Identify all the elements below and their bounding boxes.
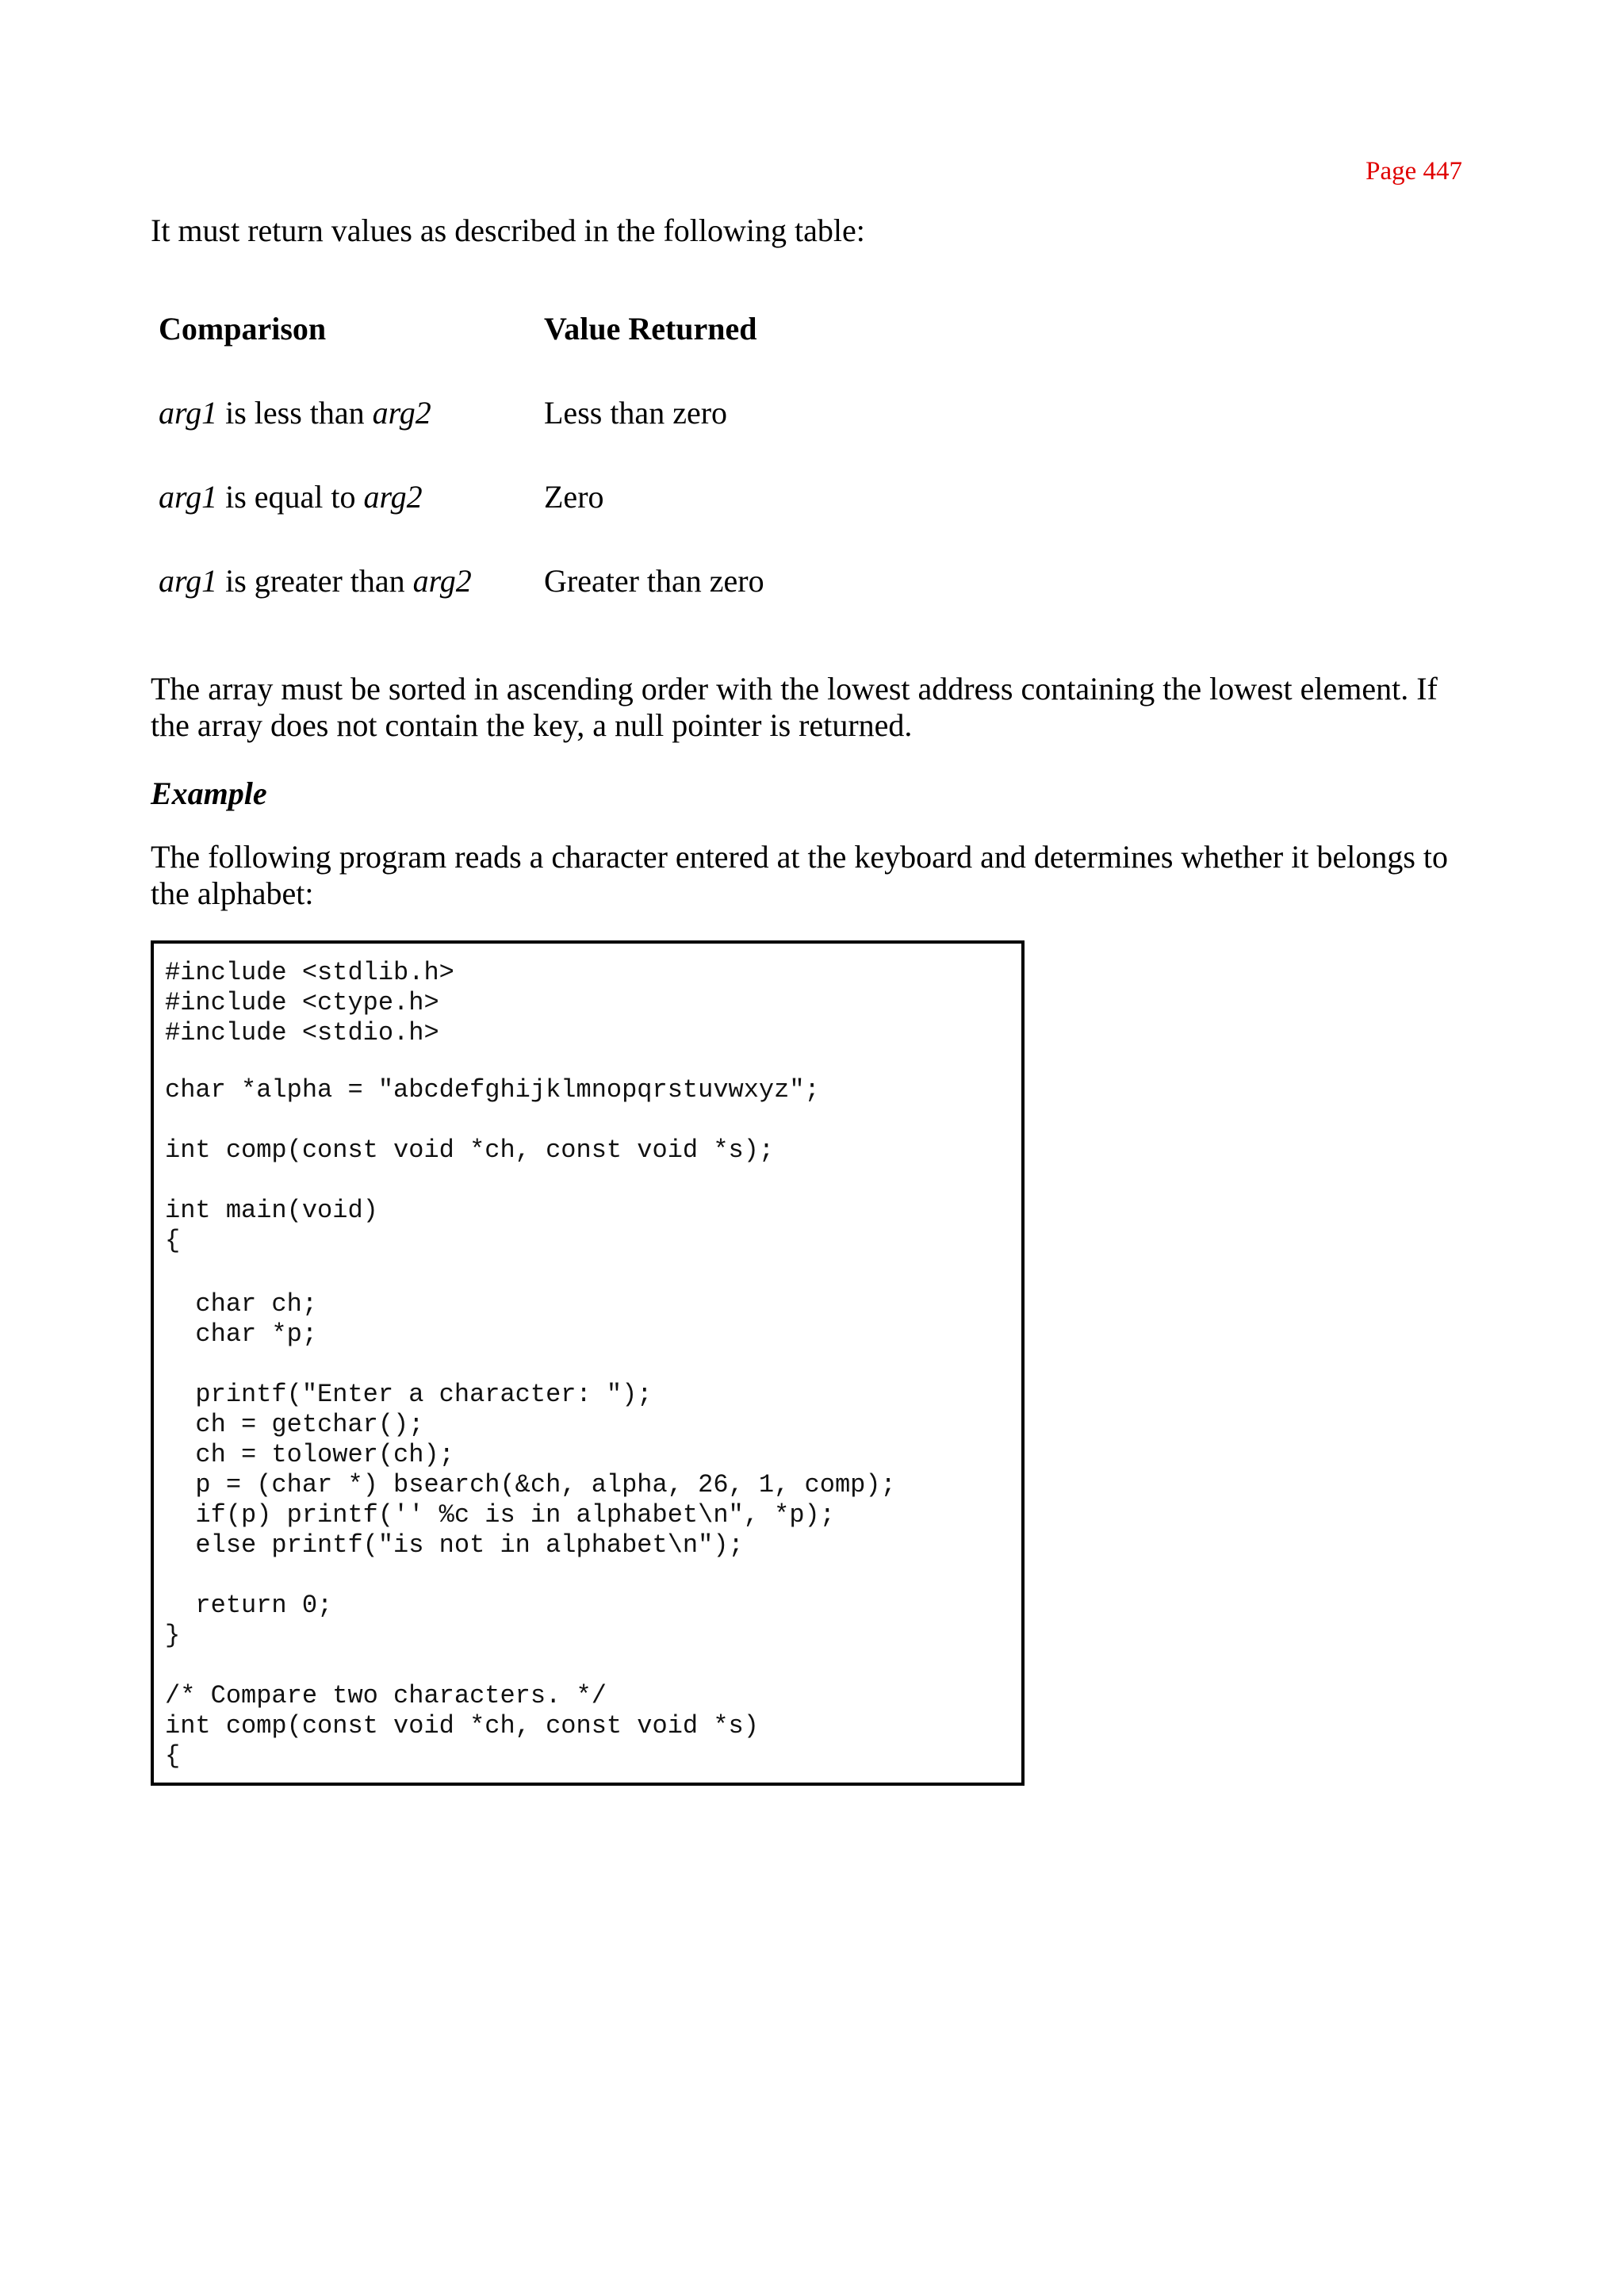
code-line: { — [165, 1226, 181, 1255]
code-line: char ch; — [165, 1289, 318, 1319]
value-cell: Zero — [544, 479, 604, 515]
arg1-term: arg1 — [159, 563, 218, 599]
page-number: Page 447 — [1365, 157, 1462, 186]
code-line: char *p; — [165, 1319, 318, 1349]
code-line: #include <stdlib.h> — [165, 958, 454, 987]
code-line: char *alpha = "abcdefghijklmnopqrstuvwxyz"; — [165, 1075, 820, 1105]
relation-text: is equal to — [217, 479, 364, 515]
relation-text: is greater than — [217, 563, 413, 599]
code-line: } — [165, 1621, 181, 1650]
comparison-cell — [159, 563, 472, 599]
table-row — [159, 563, 952, 603]
value-cell: Greater than zero — [544, 563, 764, 599]
example-heading: Example — [151, 776, 267, 811]
arg2-term: arg2 — [412, 563, 472, 599]
code-line: return 0; — [165, 1591, 333, 1620]
program-description-paragraph: The following program reads a character entered at the keyboard and determines whether it belongs to the alphabet: — [151, 839, 1449, 911]
code-line: ch = tolower(ch); — [165, 1440, 454, 1469]
code-line: #include <ctype.h> — [165, 988, 439, 1017]
code-line: printf("Enter a character: "); — [165, 1380, 653, 1409]
code-line: int comp(const void *ch, const void *s); — [165, 1136, 775, 1165]
code-line: ch = getchar(); — [165, 1410, 424, 1439]
table-row — [159, 479, 952, 519]
header-value-returned: Value Returned — [544, 311, 757, 347]
relation-text: is less than — [217, 395, 373, 431]
intro-paragraph: It must return values as described in the following table: — [151, 213, 865, 248]
comparison-cell — [159, 479, 423, 515]
arg1-term: arg1 — [159, 395, 218, 431]
code-line: int comp(const void *ch, const void *s) — [165, 1711, 759, 1741]
code-line: #include <stdio.h> — [165, 1018, 439, 1047]
sorted-array-paragraph: The array must be sorted in ascending order with the lowest address containing the lowest element. If the array does not contain the key, a null pointer is returned. — [151, 671, 1438, 743]
code-listing — [151, 940, 1025, 1786]
code-line: if(p) printf('' %c is in alphabet\n", *p); — [165, 1500, 835, 1530]
code-line: p = (char *) bsearch(&ch, alpha, 26, 1, comp); — [165, 1470, 896, 1499]
arg2-term: arg2 — [363, 479, 423, 515]
arg2-term: arg2 — [372, 395, 431, 431]
arg1-term: arg1 — [159, 479, 218, 515]
table-header-row — [159, 311, 952, 350]
code-line: else printf("is not in alphabet\n"); — [165, 1530, 744, 1560]
comparison-cell — [159, 395, 431, 431]
code-line: /* Compare two characters. */ — [165, 1681, 607, 1710]
table-row — [159, 395, 952, 435]
code-line: { — [165, 1741, 181, 1771]
code-line: int main(void) — [165, 1196, 378, 1225]
header-comparison: Comparison — [159, 311, 327, 347]
value-cell: Less than zero — [544, 395, 728, 431]
